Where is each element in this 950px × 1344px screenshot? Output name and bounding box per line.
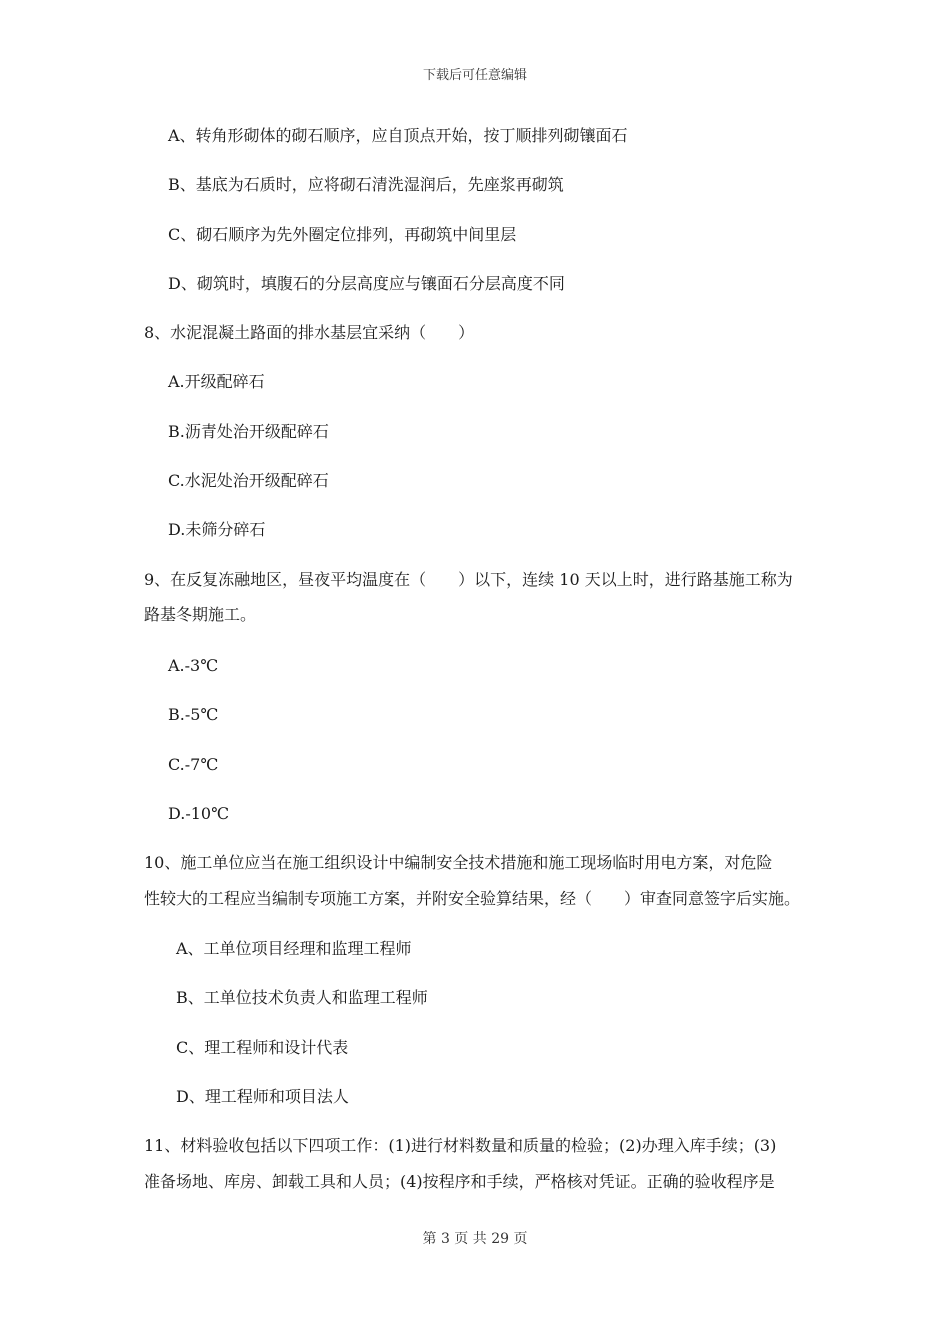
- question-11-line1: 11、材料验收包括以下四项工作：(1)进行材料数量和质量的检验；(2)办理入库手续；(3): [144, 1136, 777, 1155]
- option-10b: B、工单位技术负责人和监理工程师: [176, 988, 428, 1007]
- option-8a: A.开级配碎石: [168, 372, 265, 391]
- option-7c: C、砌石顺序为先外圈定位排列，再砌筑中间里层: [168, 225, 517, 244]
- question-11-line2: 准备场地、库房、卸载工具和人员；(4)按程序和手续，严格核对凭证。正确的验收程序是: [144, 1172, 775, 1191]
- option-9c: C.-7℃: [168, 755, 219, 774]
- option-10a: A、工单位项目经理和监理工程师: [176, 939, 412, 958]
- page-header: 下载后可任意编辑: [422, 68, 527, 83]
- question-8: 8、水泥混凝土路面的排水基层宜采纳（ ）: [144, 323, 475, 342]
- option-8c: C.水泥处治开级配碎石: [168, 471, 329, 490]
- question-9-line1: 9、在反复冻融地区，昼夜平均温度在（ ）以下，连续 10 天以上时，进行路基施工称为: [144, 570, 793, 589]
- option-8b: B.沥青处治开级配碎石: [168, 422, 329, 441]
- option-7b: B、基底为石质时，应将砌石清洗湿润后，先座浆再砌筑: [168, 175, 564, 194]
- option-9b: B.-5℃: [168, 705, 219, 724]
- option-7a: A、转角形砌体的砌石顺序，应自顶点开始，按丁顺排列砌镶面石: [168, 126, 628, 145]
- question-10-line1: 10、施工单位应当在施工组织设计中编制安全技术措施和施工现场临时用电方案，对危险: [144, 853, 773, 872]
- question-10-line2: 性较大的工程应当编制专项施工方案，并附安全验算结果，经（ ）审查同意签字后实施。: [144, 889, 801, 908]
- option-10d: D、理工程师和项目法人: [176, 1087, 349, 1106]
- question-9-line2: 路基冬期施工。: [144, 605, 257, 624]
- option-8d: D.未筛分碎石: [168, 520, 266, 539]
- option-7d: D、砌筑时，填腹石的分层高度应与镶面石分层高度不同: [168, 274, 565, 293]
- option-9a: A.-3℃: [168, 656, 219, 675]
- option-10c: C、理工程师和设计代表: [176, 1038, 349, 1057]
- page-footer: 第 3 页 共 29 页: [422, 1231, 528, 1247]
- option-9d: D.-10℃: [168, 804, 230, 823]
